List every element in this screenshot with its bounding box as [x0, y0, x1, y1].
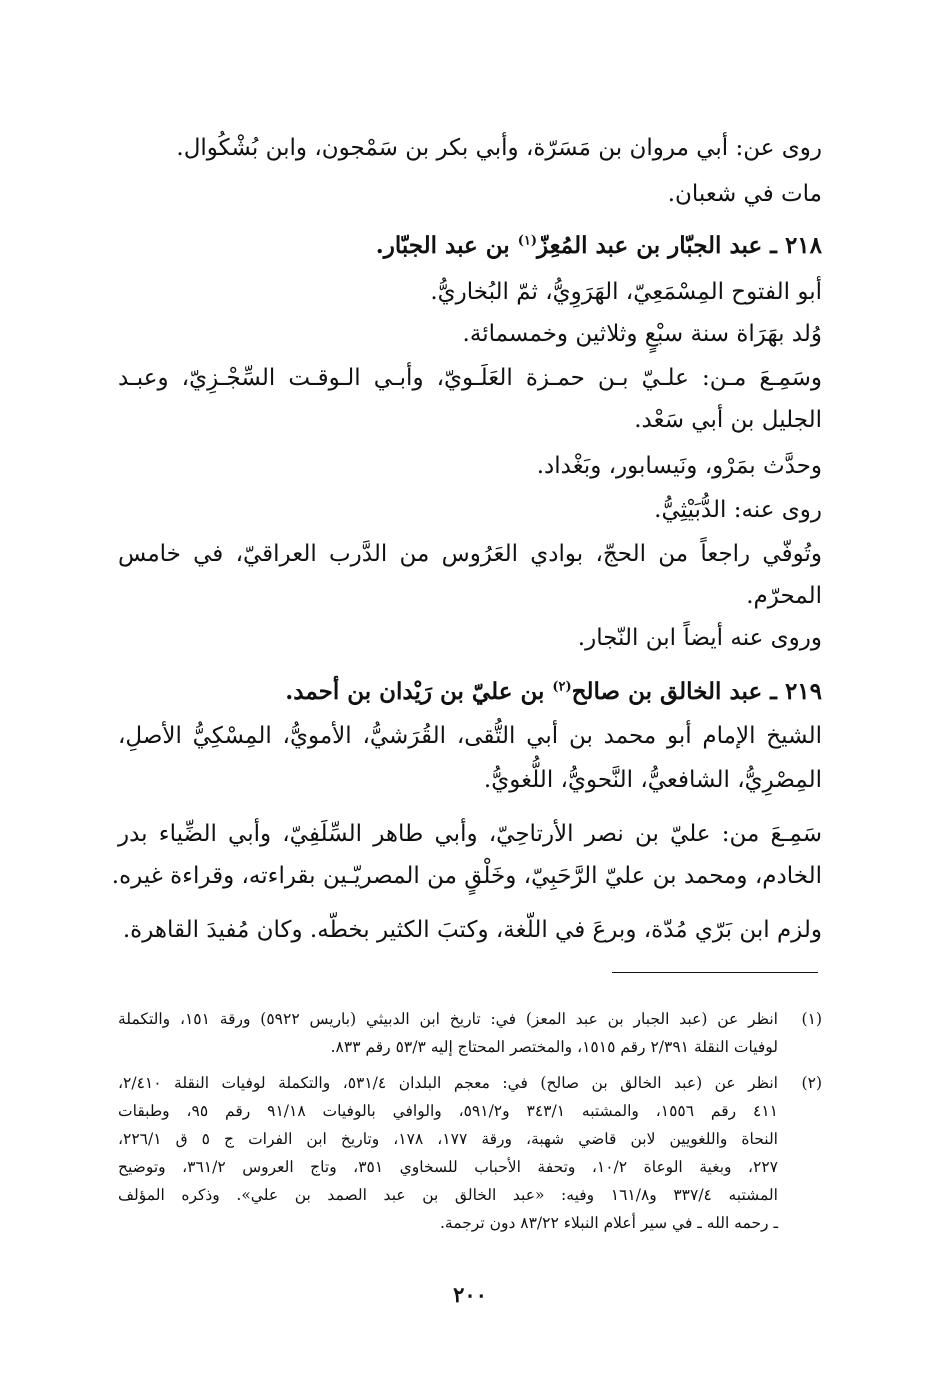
footnote-ref-1: (١)	[517, 233, 537, 249]
footnote-ref-2: (٢)	[552, 679, 572, 695]
text-line: الخادم، ومحمد بن عليّ الرَّحَبِيّ، وخَلْقٍ من المصريّـين بقراءته، وقراءة غيره.	[111, 863, 822, 889]
footnote-1-line: انظر عن (عبد الجبار بن عبد المعز) في: تاريخ ابن الدبيثي (باريس ٥٩٢٢) ورقة ١٥١، والتكملة	[118, 1010, 778, 1028]
text-line: وُلد بهَرَاة سنة سبْعٍ وثلاثين وخمسمائة.	[462, 321, 822, 347]
text-line: مات في شعبان.	[667, 181, 822, 207]
entry-219-title-tail: بن عليّ بن رَيْدان بن أحمد.	[285, 678, 553, 705]
footnote-2-line: انظر عن (عبد الخالق بن صالح) في: معجم البلدان ٥٣١/٤، والتكملة لوفيات النقلة ٢/٤١٠،	[118, 1074, 778, 1092]
text-line: وتُوفّي راجعاً من الحجّ، بوادي العَرُوس من الدَّرب العراقيّ، في خامس	[118, 541, 822, 567]
footnote-2-line: ـ رحمه الله ـ في سير أعلام النبلاء ٨٣/٢٢ دون ترجمة.	[440, 1214, 778, 1232]
text-line: المحرّم.	[746, 583, 822, 609]
text-line: روى عن: أبي مروان بن مَسَرّة، وأبي بكر بن سَمْجون، وابن بُشْكُوال.	[176, 135, 822, 161]
text-line: وسَمِـعَ مـن: علـيّ بـن حمـزة العَلَـويّ، وأبـي الـوقـت السِّجْـزِيّ، وعبـد	[118, 365, 822, 391]
footnote-2-line: النحاة واللغويين لابن قاضي شهبة، ورقة ١٧٧، ١٧٨، وتاريخ ابن الفرات ج ٥ ق ٢٢٦/١،	[118, 1130, 778, 1148]
entry-219-heading	[285, 676, 822, 708]
entry-218-title: ٢١٨ ـ عبد الجبّار بن عبد المُعِزّ	[536, 232, 822, 259]
footnote-2-number: (٢)	[801, 1074, 822, 1092]
footnote-separator	[612, 972, 818, 973]
entry-219-title: ٢١٩ ـ عبد الخالق بن صالح	[571, 678, 822, 705]
entry-218-heading	[376, 230, 822, 262]
entry-218-title-tail: بن عبد الجبّار.	[375, 232, 518, 259]
text-line: ولزم ابن بَرّي مُدّة، وبرعَ في اللّغة، وكتبَ الكثير بخطّه. وكان مُفيدَ القاهرة.	[122, 917, 822, 943]
text-line: وحدَّث بمَرْو، ونَيسابور، وبَغْداد.	[536, 453, 822, 479]
text-line: سَمِـعَ من: عليّ بن نصر الأرتاحِيّ، وأبي طاهر السِّلَفِيّ، وأبي الضِّياء بدر	[118, 821, 822, 847]
text-line: المِصْرِيُّ، الشافعيُّ، النَّحويُّ، اللُّغويُّ.	[483, 767, 822, 793]
footnote-2-line: ٢٢٧، وبغية الوعاة ١٠/٢، وتحفة الأحباب للسخاوي ٣٥١، وتاج العروس ٣٦١/٢، وتوضيح	[118, 1158, 778, 1176]
footnote-1-number: (١)	[801, 1010, 822, 1028]
text-line: الجليل بن أبي سَعْد.	[634, 407, 822, 433]
page-number: ٢٠٠	[453, 1282, 487, 1307]
footnote-2-line: ٤١١ رقم ١٥٥٦، والمشتبه ٣٤٣/١ و٥٩١/٢، والوافي بالوفيات ٩١/١٨ رقم ٩٥، وطبقات	[118, 1102, 778, 1120]
text-line: أبو الفتوح المِسْمَعِيّ، الهَرَوِيُّ، ثمّ البُخاريُّ.	[430, 279, 822, 305]
footnote-2-line: المشتبه ٣٣٧/٤ و١٦١/٨ وفيه: «عبد الخالق بن عبد الصمد بن علي». وذكره المؤلف	[118, 1186, 778, 1204]
text-line: روى عنه: الدُّبَيْثِيُّ.	[654, 497, 822, 523]
footnote-1-line: لوفيات النقلة ٢/٣٩١ رقم ١٥١٥، والمختصر المحتاج إليه ٥٣/٣ رقم ٨٣٣.	[330, 1038, 778, 1056]
text-line: وروى عنه أيضاً ابن النّجار.	[577, 625, 822, 651]
text-line: الشيخ الإمام أبو محمد بن أبي التُّقى، القُرَشيُّ، الأمويُّ، المِسْكِيُّ الأصلِ،	[118, 723, 822, 749]
